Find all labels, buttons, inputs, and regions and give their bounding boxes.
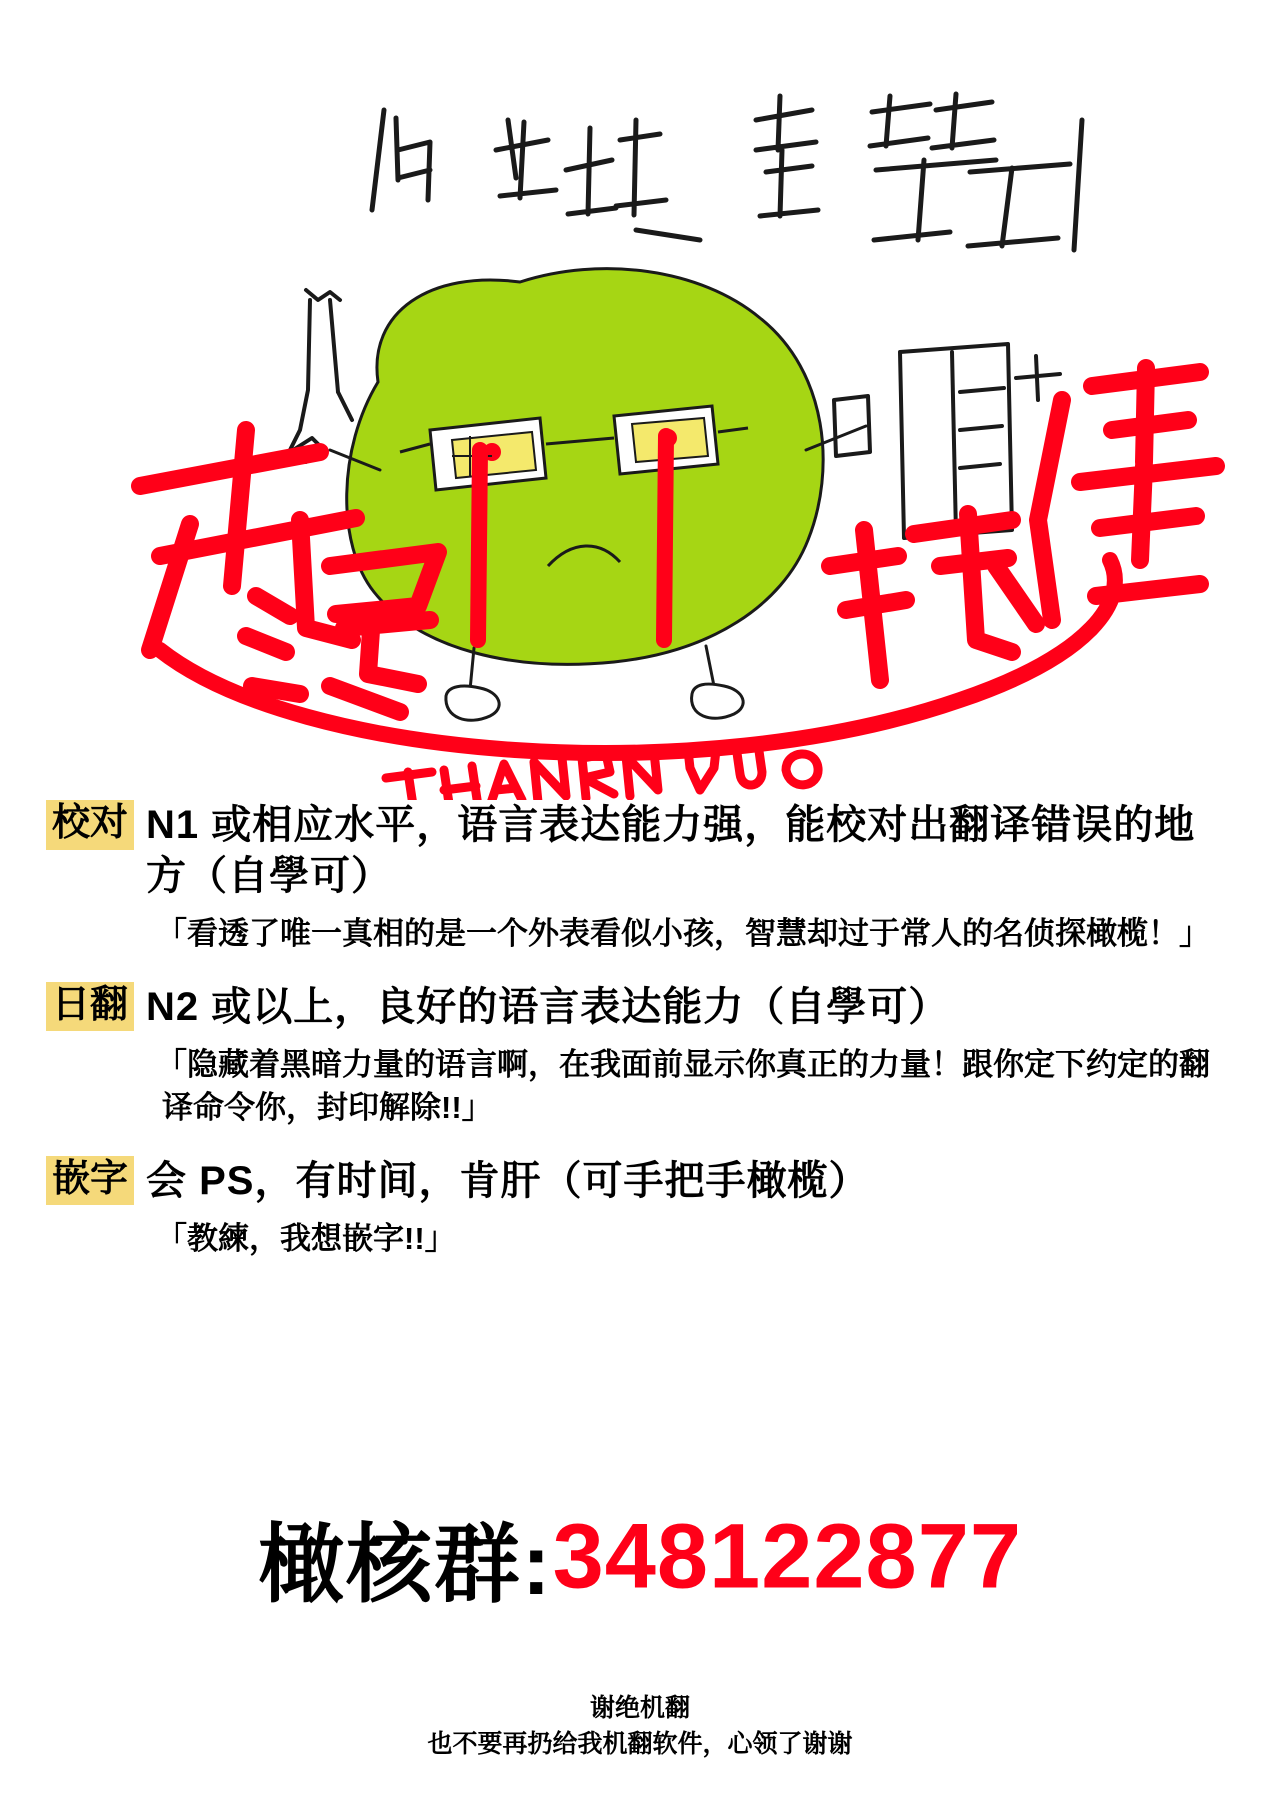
quote-proofreader: 「看透了唯一真相的是一个外表看似小孩，智慧却过于常人的名侦探橄榄！」 [156, 916, 1210, 952]
quote-typesetter: 「教練，我想嵌字!!」 [156, 1220, 456, 1256]
headline-typesetter [46, 1156, 1234, 1207]
footer-note [0, 1690, 1280, 1763]
qq-group-label: 橄核群: [257, 1517, 553, 1613]
requirement-translator: N2 或以上，良好的语言表达能力（自學可） [146, 984, 950, 1029]
illustration-area [0, 0, 1280, 800]
recruitment-blocks [0, 800, 1280, 1286]
requirement-proofreader: N1 或相应水平，语言表达能力强，能校对出翻译错误的地方（自學可） [146, 803, 1196, 899]
left-doodle-icon [290, 290, 352, 462]
quote-translator: 「隐藏着黑暗力量的语言啊，在我面前显示你真正的力量！跟你定下约定的翻译命令你，封印解除!!」 [156, 1046, 1210, 1126]
qq-group-number[interactable]: 348122877 [552, 1505, 1023, 1608]
role-tag-typesetter: 嵌字 [46, 1156, 134, 1206]
footer-line-2: 也不要再扔给我机翻软件，心领了谢谢 [427, 1730, 853, 1759]
qq-group-line [0, 1495, 1280, 1619]
footer-line-1: 谢绝机翻 [589, 1694, 690, 1722]
headline-translator [46, 982, 1234, 1033]
right-doodle-icon [834, 344, 1060, 538]
role-tag-translator: 日翻 [46, 982, 134, 1032]
headline-proofreader [46, 800, 1234, 902]
handwritten-title-icon [372, 94, 1082, 250]
hero-doodle [0, 0, 1280, 800]
block-proofreader [0, 800, 1280, 956]
block-translator [0, 982, 1280, 1130]
role-tag-proofreader: 校对 [46, 800, 134, 850]
block-typesetter [0, 1156, 1280, 1261]
requirement-typesetter: 会 PS，有时间，肯肝（可手把手橄榄） [146, 1158, 870, 1203]
